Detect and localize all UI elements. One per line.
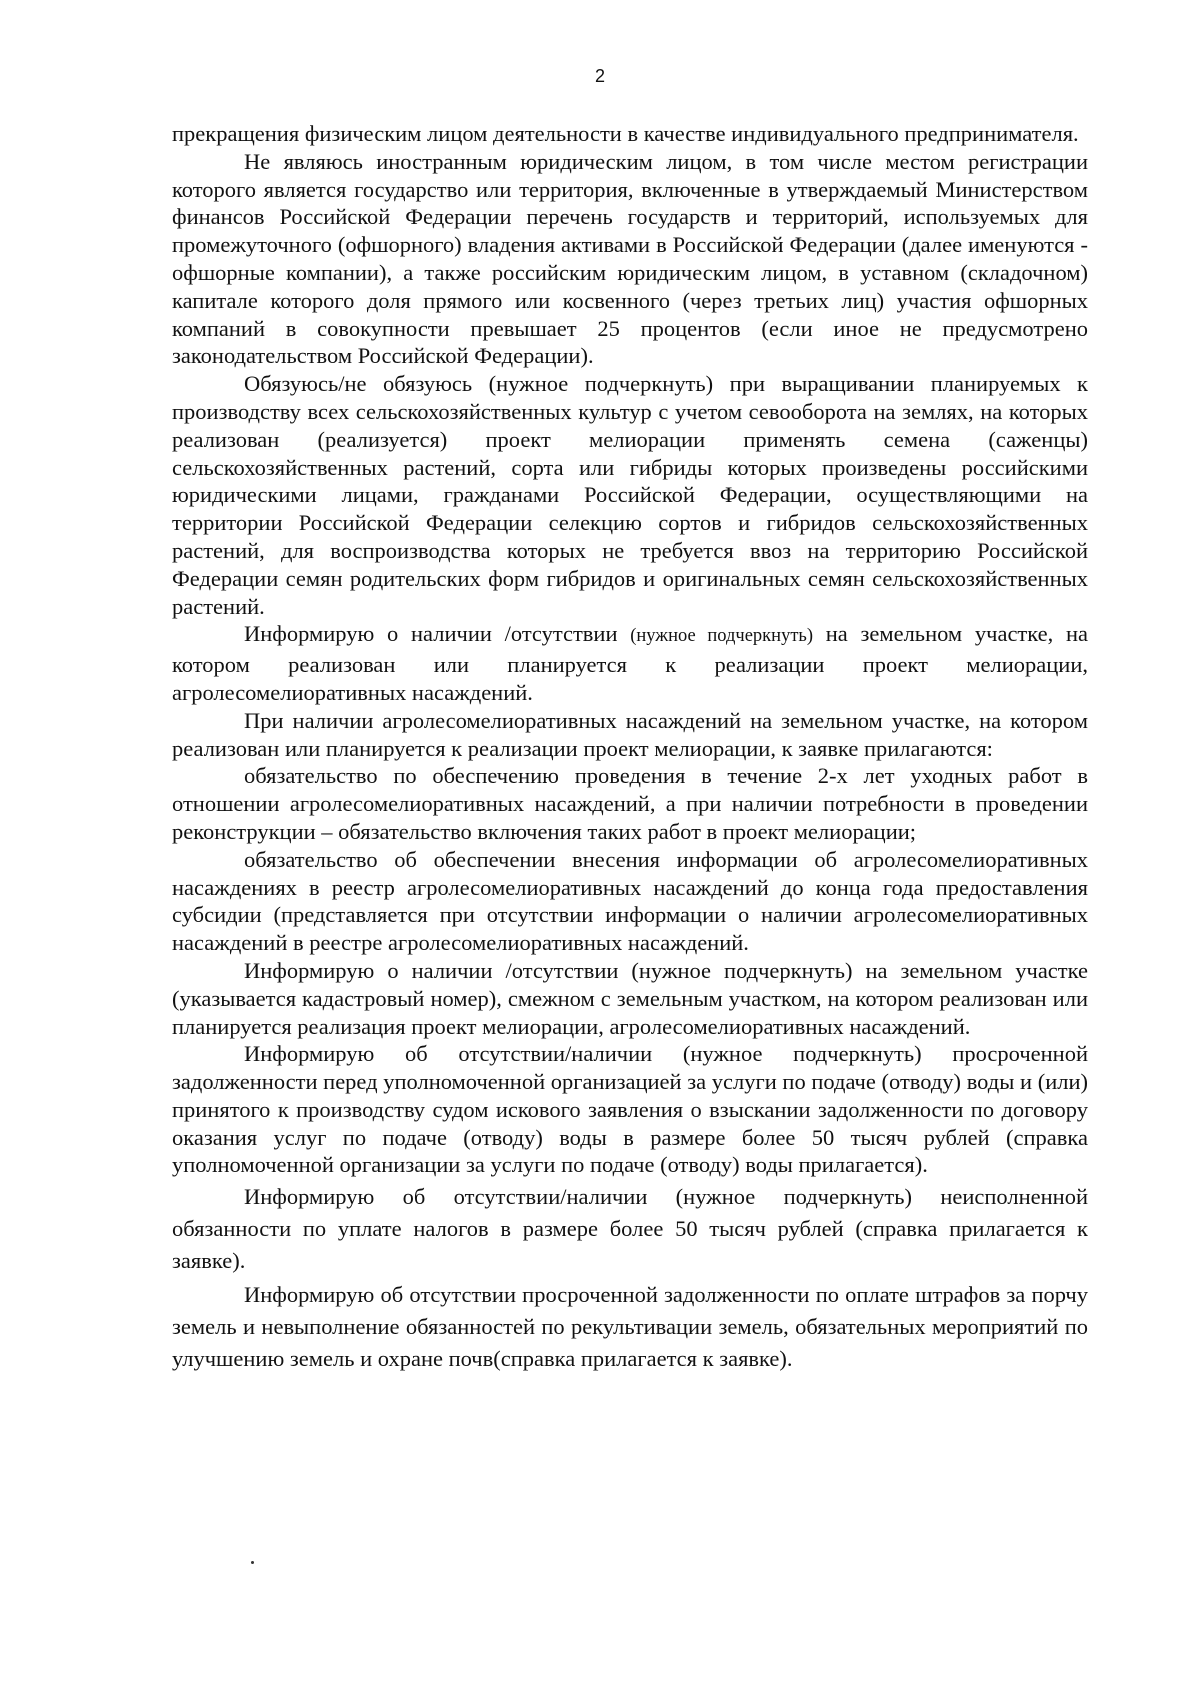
paragraph-maintenance-obligation: обязательство по обеспечению проведения в течение 2-х лет уходных работ в отношении агролесомелиоративных насаждений, а при наличии потребности в проведении реконструкции – обязательство включения таких работ в проект мелиорации;	[172, 763, 1088, 844]
paragraph-continuation: прекращения физическим лицом деятельности в качестве индивидуального предпринимателя.	[172, 121, 1079, 146]
paragraph-offshore-declaration: Не являюсь иностранным юридическим лицом, в том числе местом регистрации которого является государство или территория, включенные в утверждаемый Министерством финансов Российской Федерации перечень государств и территорий, используемых для промежуточного (офшорного) владения активами в Российской Федерации (далее именуются - офшорные компании), а также российским юридическим лицом, в уставном (складочном) капитале которого доля прямого или косвенного (через третьих лиц) участия офшорных компаний в совокупности превышает 25 процентов (если иное не предусмотрено законодательством Российской Федерации).	[172, 148, 1088, 369]
paragraph-agroforestry-presence-part2: на земельном участке, на котором реализован или планируется к реализации проект мелиорации, агролесомелиоративных насаждений.	[172, 621, 1088, 705]
page-number: 2	[594, 66, 605, 86]
paragraph-water-debt: Информирую об отсутствии/наличии (нужное подчеркнуть) просроченной задолженности перед уполномоченной организацией за услуги по подаче (отводу) воды и (или) принятого к производству судом искового заявления о взыскании задолженности по договору оказания услуг по подаче (отводу) воды в размере более 50 тысяч рублей (справка уполномоченной организации за услуги по подаче (отводу) воды прилагается).	[172, 1041, 1088, 1178]
document-body	[172, 120, 1088, 1375]
paragraph-land-fines: Информирую об отсутствии просроченной задолженности по оплате штрафов за порчу земель и невыполнение обязанностей по рекультивации земель, обязательных мероприятий по улучшению земель и охране почв(справка прилагается к заявке).	[172, 1282, 1088, 1372]
paragraph-agroforestry-presence-note: (нужное подчеркнуть)	[630, 626, 814, 647]
paragraph-tax-debt: Информирую об отсутствии/наличии (нужное подчеркнуть) неисполненной обязанности по уплате налогов в размере более 50 тысяч рублей (справка прилагается к заявке).	[172, 1184, 1088, 1274]
paragraph-agroforestry-attachments: При наличии агролесомелиоративных насаждений на земельном участке, на котором реализован или планируется к реализации проект мелиорации, к заявке прилагаются:	[172, 707, 1088, 761]
paragraph-seeds-obligation: Обязуюсь/не обязуюсь (нужное подчеркнуть) при выращивании планируемых к производству всех сельскохозяйственных культур с учетом севооборота на землях, на которых реализован (реализуется) проект мелиорации применять семена (саженцы) сельскохозяйственных растений, сорта или гибриды которых произведены российскими юридическими лицами, гражданами Российской Федерации, осуществляющими на территории Российской Федерации селекцию сортов и гибридов сельскохозяйственных растений, для воспроизводства которых не требуется ввоз на территорию Российской Федерации семян родительских форм гибридов и оригинальных семян сельскохозяйственных растений.	[172, 371, 1088, 619]
scan-speck	[251, 1561, 254, 1564]
paragraph-agroforestry-presence-part1: Информирую о наличии /отсутствии	[244, 621, 631, 647]
paragraph-registry-obligation: обязательство об обеспечении внесения информации об агролесомелиоративных насаждениях в реестр агролесомелиоративных насаждений до конца года предоставления субсидии (представляется при отсутствии информации о наличии агролесомелиоративных насаждений в реестре агролесомелиоративных насаждений.	[172, 846, 1088, 956]
paragraph-agroforestry-presence	[172, 620, 1088, 706]
paragraph-adjacent-plot: Информирую о наличии /отсутствии (нужное подчеркнуть) на земельном участке (указывается кадастровый номер), смежном с земельным участком, на котором реализован или планируется реализация проект мелиорации, агролесомелиоративных насаждений.	[172, 957, 1088, 1039]
